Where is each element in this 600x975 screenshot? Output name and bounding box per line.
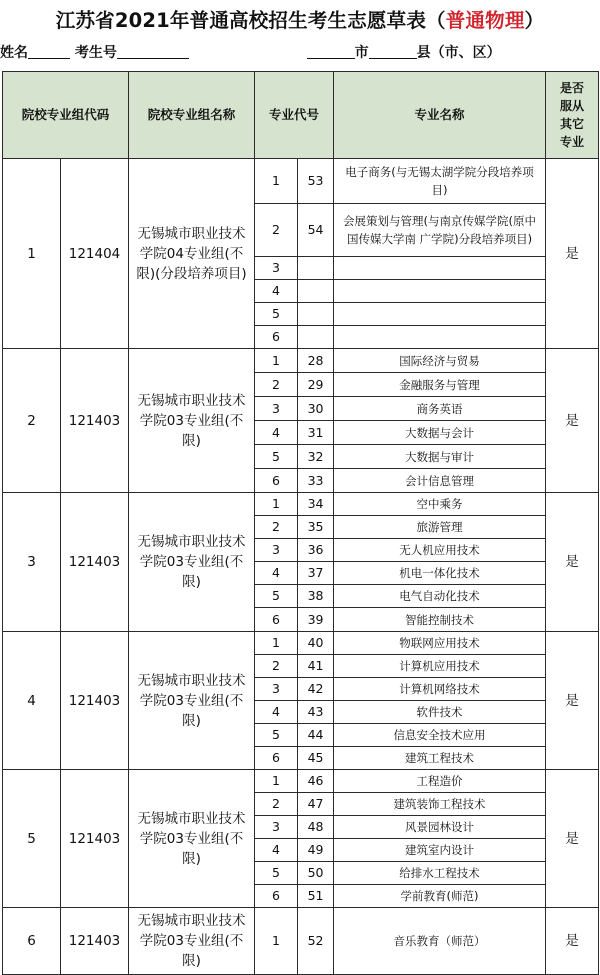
group-name: 无锡城市职业技术学院03专业组(不限) bbox=[129, 908, 255, 975]
major-name: 计算机网络技术 bbox=[334, 678, 546, 701]
major-seq: 3 bbox=[255, 539, 298, 562]
major-code: 35 bbox=[298, 516, 334, 539]
volunteer-table bbox=[2, 71, 599, 975]
major-code bbox=[298, 280, 334, 303]
major-code: 30 bbox=[298, 397, 334, 421]
group-code: 121403 bbox=[61, 908, 129, 975]
major-name: 建筑室内设计 bbox=[334, 839, 546, 862]
major-name: 会展策划与管理(与南京传媒学院(原中国传媒大学南 广学院)分段培养项目) bbox=[334, 204, 546, 257]
major-seq: 6 bbox=[255, 469, 298, 493]
major-code: 40 bbox=[298, 632, 334, 655]
group-index: 4 bbox=[3, 632, 61, 770]
major-seq: 6 bbox=[255, 326, 298, 349]
obey-value: 是 bbox=[546, 159, 599, 349]
major-seq: 5 bbox=[255, 862, 298, 885]
group-index: 3 bbox=[3, 493, 61, 632]
major-code: 49 bbox=[298, 839, 334, 862]
county-blank[interactable] bbox=[369, 42, 417, 59]
name-blank[interactable] bbox=[28, 42, 70, 59]
major-code: 37 bbox=[298, 562, 334, 585]
group-code: 121404 bbox=[61, 159, 129, 349]
major-seq: 1 bbox=[255, 908, 298, 975]
major-seq: 4 bbox=[255, 562, 298, 585]
major-seq: 3 bbox=[255, 257, 298, 280]
major-code bbox=[298, 303, 334, 326]
title-highlight: 普通物理 bbox=[445, 9, 525, 32]
major-seq: 2 bbox=[255, 793, 298, 816]
header-group-code: 院校专业组代码 bbox=[3, 72, 129, 159]
major-name: 信息安全技术应用 bbox=[334, 724, 546, 747]
major-code: 47 bbox=[298, 793, 334, 816]
major-name: 机电一体化技术 bbox=[334, 562, 546, 585]
major-name: 旅游管理 bbox=[334, 516, 546, 539]
major-name: 工程造价 bbox=[334, 770, 546, 793]
major-code bbox=[298, 326, 334, 349]
major-code: 32 bbox=[298, 445, 334, 469]
major-seq: 4 bbox=[255, 701, 298, 724]
major-name bbox=[334, 303, 546, 326]
major-code bbox=[298, 257, 334, 280]
obey-value: 是 bbox=[546, 908, 599, 975]
major-code: 33 bbox=[298, 469, 334, 493]
major-seq: 6 bbox=[255, 608, 298, 632]
name-label: 姓名 bbox=[0, 45, 28, 61]
group-index: 5 bbox=[3, 770, 61, 908]
major-name: 会计信息管理 bbox=[334, 469, 546, 493]
major-code: 46 bbox=[298, 770, 334, 793]
major-seq: 1 bbox=[255, 770, 298, 793]
header-major-name: 专业名称 bbox=[334, 72, 546, 159]
major-name: 软件技术 bbox=[334, 701, 546, 724]
major-seq: 4 bbox=[255, 839, 298, 862]
table-header-row bbox=[3, 72, 599, 159]
table-row bbox=[3, 908, 599, 975]
table-body bbox=[3, 159, 599, 975]
group-code: 121403 bbox=[61, 632, 129, 770]
major-code: 52 bbox=[298, 908, 334, 975]
major-seq: 2 bbox=[255, 655, 298, 678]
major-seq: 5 bbox=[255, 445, 298, 469]
obey-value: 是 bbox=[546, 632, 599, 770]
major-name: 计算机应用技术 bbox=[334, 655, 546, 678]
major-name: 国际经济与贸易 bbox=[334, 349, 546, 373]
group-name: 无锡城市职业技术学院04专业组(不限)(分段培养项目) bbox=[129, 159, 255, 349]
group-name: 无锡城市职业技术学院03专业组(不限) bbox=[129, 770, 255, 908]
major-seq: 5 bbox=[255, 303, 298, 326]
major-seq: 1 bbox=[255, 349, 298, 373]
major-code: 51 bbox=[298, 885, 334, 908]
major-code: 44 bbox=[298, 724, 334, 747]
major-name bbox=[334, 280, 546, 303]
major-code: 54 bbox=[298, 204, 334, 257]
major-code: 38 bbox=[298, 585, 334, 608]
group-name: 无锡城市职业技术学院03专业组(不限) bbox=[129, 349, 255, 493]
major-seq: 2 bbox=[255, 204, 298, 257]
title-close: ） bbox=[524, 9, 545, 32]
major-code: 36 bbox=[298, 539, 334, 562]
major-name: 学前教育(师范) bbox=[334, 885, 546, 908]
major-code: 50 bbox=[298, 862, 334, 885]
major-code: 39 bbox=[298, 608, 334, 632]
major-name: 智能控制技术 bbox=[334, 608, 546, 632]
table-row bbox=[3, 770, 599, 793]
major-seq: 3 bbox=[255, 816, 298, 839]
obey-value: 是 bbox=[546, 493, 599, 632]
group-code: 121403 bbox=[61, 770, 129, 908]
major-name: 电气自动化技术 bbox=[334, 585, 546, 608]
group-index: 1 bbox=[3, 159, 61, 349]
title-main: 江苏省2021年普通高校招生考生志愿草表（ bbox=[55, 9, 446, 32]
major-seq: 4 bbox=[255, 421, 298, 445]
table-row bbox=[3, 493, 599, 516]
major-code: 28 bbox=[298, 349, 334, 373]
table-row bbox=[3, 349, 599, 373]
exam-no-label: 考生号 bbox=[74, 45, 117, 61]
table-row bbox=[3, 159, 599, 204]
major-code: 41 bbox=[298, 655, 334, 678]
exam-no-blank[interactable] bbox=[117, 42, 189, 59]
group-code: 121403 bbox=[61, 349, 129, 493]
major-code: 31 bbox=[298, 421, 334, 445]
group-index: 6 bbox=[3, 908, 61, 975]
major-name: 建筑装饰工程技术 bbox=[334, 793, 546, 816]
major-name: 大数据与审计 bbox=[334, 445, 546, 469]
major-name bbox=[334, 326, 546, 349]
major-seq: 3 bbox=[255, 678, 298, 701]
major-seq: 6 bbox=[255, 747, 298, 770]
group-code: 121403 bbox=[61, 493, 129, 632]
major-code: 29 bbox=[298, 373, 334, 397]
group-name: 无锡城市职业技术学院03专业组(不限) bbox=[129, 493, 255, 632]
city-label: 市 bbox=[354, 45, 369, 61]
major-name: 风景园林设计 bbox=[334, 816, 546, 839]
major-name: 建筑工程技术 bbox=[334, 747, 546, 770]
obey-value: 是 bbox=[546, 770, 599, 908]
group-name: 无锡城市职业技术学院03专业组(不限) bbox=[129, 632, 255, 770]
header-major-code: 专业代号 bbox=[255, 72, 334, 159]
major-seq: 6 bbox=[255, 885, 298, 908]
form-title bbox=[0, 4, 600, 38]
major-seq: 1 bbox=[255, 493, 298, 516]
major-code: 53 bbox=[298, 159, 334, 204]
group-index: 2 bbox=[3, 349, 61, 493]
header-obey-text: 是否服从其它专业 bbox=[560, 81, 585, 149]
major-seq: 1 bbox=[255, 159, 298, 204]
major-seq: 5 bbox=[255, 724, 298, 747]
major-name: 电子商务(与无锡太湖学院分段培养项目) bbox=[334, 159, 546, 204]
major-seq: 1 bbox=[255, 632, 298, 655]
county-label: 县（市、区） bbox=[416, 45, 501, 61]
major-seq: 4 bbox=[255, 280, 298, 303]
major-seq: 5 bbox=[255, 585, 298, 608]
major-name: 金融服务与管理 bbox=[334, 373, 546, 397]
major-name: 无人机应用技术 bbox=[334, 539, 546, 562]
major-name: 音乐教育（师范） bbox=[334, 908, 546, 975]
major-seq: 2 bbox=[255, 516, 298, 539]
major-code: 34 bbox=[298, 493, 334, 516]
major-seq: 3 bbox=[255, 397, 298, 421]
major-name: 给排水工程技术 bbox=[334, 862, 546, 885]
student-info-line bbox=[0, 40, 600, 66]
major-name: 空中乘务 bbox=[334, 493, 546, 516]
major-code: 42 bbox=[298, 678, 334, 701]
major-name: 物联网应用技术 bbox=[334, 632, 546, 655]
major-code: 48 bbox=[298, 816, 334, 839]
obey-value: 是 bbox=[546, 349, 599, 493]
major-name bbox=[334, 257, 546, 280]
header-obey bbox=[546, 72, 599, 159]
major-name: 商务英语 bbox=[334, 397, 546, 421]
major-seq: 2 bbox=[255, 373, 298, 397]
city-blank[interactable] bbox=[307, 42, 355, 59]
header-group-name: 院校专业组名称 bbox=[129, 72, 255, 159]
table-row bbox=[3, 632, 599, 655]
major-code: 43 bbox=[298, 701, 334, 724]
major-code: 45 bbox=[298, 747, 334, 770]
major-name: 大数据与会计 bbox=[334, 421, 546, 445]
